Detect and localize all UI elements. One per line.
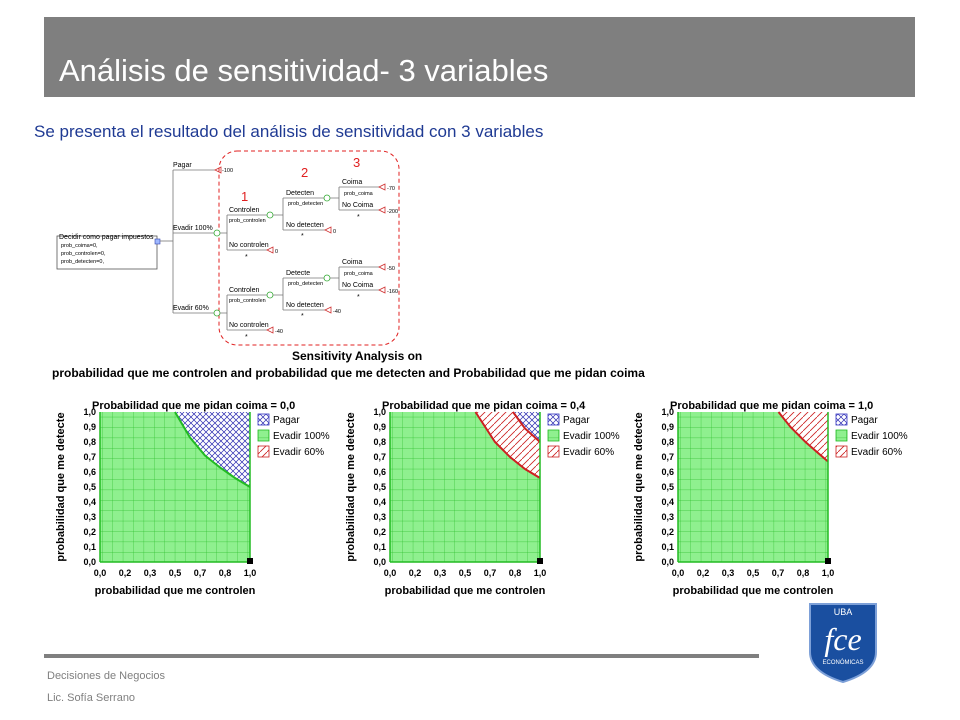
corner-marker: [537, 558, 543, 564]
y-tick-label: 0,2: [661, 527, 674, 537]
x-tick-label: 0,2: [118, 568, 132, 578]
y-tick-label: 0,0: [83, 557, 96, 567]
star-1: *: [245, 254, 248, 261]
legend-swatch: [258, 430, 269, 441]
title-bar: [44, 17, 915, 97]
logo-main-text: fce: [824, 621, 862, 657]
y-tick-label: 0,5: [661, 482, 674, 492]
y-tick-label: 0,6: [373, 467, 386, 477]
y-tick-label: 0,5: [373, 482, 386, 492]
legend-label: Pagar: [563, 415, 590, 426]
legend-label: Evadir 60%: [563, 447, 615, 458]
value-bottom-3: -40: [333, 309, 341, 315]
star-3: *: [357, 214, 360, 221]
terminal-node: [379, 287, 385, 293]
star-5: *: [301, 313, 304, 320]
y-tick-label: 0,4: [83, 497, 96, 507]
y-tick-label: 0,8: [373, 437, 386, 447]
x-tick-label: 0,3: [433, 568, 447, 578]
value-bottom-1: -50: [387, 266, 395, 272]
terminal-node: [379, 264, 385, 270]
root-var-3: prob_detecten=0,: [61, 259, 104, 265]
y-tick-label: 0,4: [661, 497, 674, 507]
sensitivity-title-line2: probabilidad que me controlen and probabilidad que me detecten and Probabilidad que me pidan coima: [52, 366, 645, 380]
legend-swatch: [548, 446, 559, 457]
x-axis-label: probabilidad que me controlen: [94, 585, 256, 597]
branch-coima-1: Coima: [342, 179, 363, 186]
x-tick-label: 0,0: [671, 568, 685, 578]
branch-controlen-1: Controlen: [229, 207, 260, 214]
x-tick-label: 0,7: [771, 568, 785, 578]
x-tick-label: 0,7: [193, 568, 207, 578]
prob-controlen-1: prob_controlen: [229, 218, 266, 224]
y-axis-label: probabilidad que me detecte: [345, 412, 357, 562]
sensitivity-chart-3: [628, 396, 918, 608]
branch-no-controlen-1: No controlen: [229, 242, 269, 249]
x-tick-label: 0,5: [168, 568, 182, 578]
legend-label: Evadir 100%: [273, 431, 330, 442]
y-tick-label: 0,8: [661, 437, 674, 447]
legend-label: Pagar: [851, 415, 878, 426]
x-tick-label: 1,0: [243, 568, 257, 578]
root-var-2: prob_controlen=0,: [61, 251, 106, 257]
y-axis-label: probabilidad que me detecte: [633, 412, 645, 562]
x-tick-label: 1,0: [821, 568, 835, 578]
x-tick-label: 0,5: [746, 568, 760, 578]
prob-controlen-2: prob_controlen: [229, 298, 266, 304]
red-number-3: 3: [353, 155, 361, 170]
x-tick-label: 0,0: [383, 568, 397, 578]
y-tick-label: 1,0: [661, 407, 674, 417]
y-tick-label: 0,3: [661, 512, 674, 522]
prob-coima-1: prob_coima: [344, 191, 373, 197]
y-tick-label: 1,0: [83, 407, 96, 417]
value-top-4: 0: [275, 249, 279, 255]
legend-swatch: [836, 446, 847, 457]
y-tick-label: 0,7: [83, 452, 96, 462]
branch-coima-2: Coima: [342, 259, 363, 266]
branch-no-controlen-2: No controlen: [229, 322, 269, 329]
y-axis-label: probabilidad que me detecte: [55, 412, 67, 562]
branch-evadir100: Evadir 100%: [173, 225, 213, 232]
decision-tree: [55, 145, 415, 350]
value-bottom-4: -40: [275, 329, 283, 335]
x-axis-label: probabilidad que me controlen: [672, 585, 834, 597]
chance-node: [324, 195, 330, 201]
page-title: Análisis de sensitividad- 3 variables: [59, 53, 549, 88]
footer-author: Lic. Sofía Serrano: [47, 692, 136, 704]
chance-node: [214, 230, 220, 236]
x-tick-label: 0,3: [721, 568, 735, 578]
chance-node: [214, 310, 220, 316]
fce-logo: [806, 600, 880, 684]
logo-top-text: UBA: [833, 607, 853, 617]
value-top-3: 0: [333, 229, 337, 235]
branch-pagar: Pagar: [173, 162, 192, 169]
corner-marker: [825, 558, 831, 564]
legend-label: Pagar: [273, 415, 300, 426]
branch-no-coima-2: No Coima: [342, 282, 374, 289]
legend-swatch: [836, 414, 847, 425]
y-tick-label: 0,6: [661, 467, 674, 477]
sensitivity-chart-1: [50, 396, 340, 608]
terminal-node: [325, 227, 331, 233]
prob-coima-2: prob_coima: [344, 271, 373, 277]
star-6: *: [357, 294, 360, 301]
terminal-node: [215, 167, 221, 173]
y-tick-label: 0,1: [373, 542, 386, 552]
y-tick-label: 0,3: [373, 512, 386, 522]
value-top-1: -70: [387, 186, 395, 192]
prob-detecten-1: prob_detecten: [288, 201, 324, 207]
decision-node: [155, 239, 160, 244]
logo-bottom-text: ECONÓMICAS: [822, 660, 864, 666]
legend-label: Evadir 100%: [563, 431, 620, 442]
value-top-2: -200: [387, 209, 399, 215]
y-tick-label: 0,8: [83, 437, 96, 447]
value-bottom-2: -160: [387, 289, 399, 295]
chance-node: [267, 292, 273, 298]
plot-title: Probabilidad que me pidan coima = 0,4: [382, 400, 586, 412]
x-tick-label: 0,8: [218, 568, 232, 578]
legend-swatch: [548, 414, 559, 425]
red-number-1: 1: [241, 189, 249, 204]
legend-label: Evadir 60%: [273, 447, 325, 458]
pagar-value: -100: [222, 168, 234, 174]
x-tick-label: 1,0: [533, 568, 547, 578]
y-tick-label: 0,4: [373, 497, 386, 507]
y-tick-label: 0,0: [373, 557, 386, 567]
terminal-node: [379, 207, 385, 213]
y-tick-label: 0,7: [661, 452, 674, 462]
prob-detecten-2: prob_detecten: [288, 281, 324, 287]
legend-label: Evadir 60%: [851, 447, 903, 458]
star-2: *: [301, 233, 304, 240]
x-axis-label: probabilidad que me controlen: [384, 585, 546, 597]
y-tick-label: 0,1: [661, 542, 674, 552]
plot-title: Probabilidad que me pidan coima = 0,0: [92, 400, 296, 412]
legend-label: Evadir 100%: [851, 431, 908, 442]
x-tick-label: 0,0: [93, 568, 107, 578]
red-number-2: 2: [301, 165, 309, 180]
chance-node: [267, 212, 273, 218]
branch-no-coima-1: No Coima: [342, 202, 374, 209]
legend-swatch: [836, 430, 847, 441]
corner-marker: [247, 558, 253, 564]
legend-swatch: [548, 430, 559, 441]
x-tick-label: 0,3: [143, 568, 157, 578]
y-tick-label: 0,2: [83, 527, 96, 537]
y-tick-label: 1,0: [373, 407, 386, 417]
branch-no-detecten-1: No detecten: [286, 222, 324, 229]
branch-evadir60: Evadir 60%: [173, 305, 209, 312]
y-tick-label: 0,1: [83, 542, 96, 552]
y-tick-label: 0,9: [373, 422, 386, 432]
y-tick-label: 0,7: [373, 452, 386, 462]
branch-no-detecten-2: No detecten: [286, 302, 324, 309]
terminal-node: [379, 184, 385, 190]
plot-title: Probabilidad que me pidan coima = 1,0: [670, 400, 874, 412]
y-tick-label: 0,9: [661, 422, 674, 432]
footer-course: Decisiones de Negocios: [47, 670, 166, 682]
root-var-1: prob_coima=0,: [61, 243, 98, 249]
subtitle: Se presenta el resultado del análisis de sensitividad con 3 variables: [34, 122, 544, 141]
x-tick-label: 0,7: [483, 568, 497, 578]
terminal-node: [325, 307, 331, 313]
branch-detecten-1: Detecten: [286, 190, 315, 197]
chance-node: [324, 275, 330, 281]
sensitivity-title-line1: Sensitivity Analysis on: [292, 349, 423, 363]
y-tick-label: 0,2: [373, 527, 386, 537]
y-tick-label: 0,5: [83, 482, 96, 492]
branch-controlen-2: Controlen: [229, 287, 260, 294]
legend-swatch: [258, 446, 269, 457]
y-tick-label: 0,3: [83, 512, 96, 522]
branch-detecte-2: Detecte: [286, 270, 311, 277]
x-tick-label: 0,8: [508, 568, 522, 578]
x-tick-label: 0,2: [408, 568, 422, 578]
star-4: *: [245, 334, 248, 341]
footer-divider: [44, 654, 759, 658]
x-tick-label: 0,8: [796, 568, 810, 578]
x-tick-label: 0,2: [696, 568, 710, 578]
root-label: Decidir como pagar impuestos: [59, 234, 154, 241]
y-tick-label: 0,9: [83, 422, 96, 432]
y-tick-label: 0,0: [661, 557, 674, 567]
y-tick-label: 0,6: [83, 467, 96, 477]
legend-swatch: [258, 414, 269, 425]
x-tick-label: 0,5: [458, 568, 472, 578]
sensitivity-chart-2: [340, 396, 630, 608]
